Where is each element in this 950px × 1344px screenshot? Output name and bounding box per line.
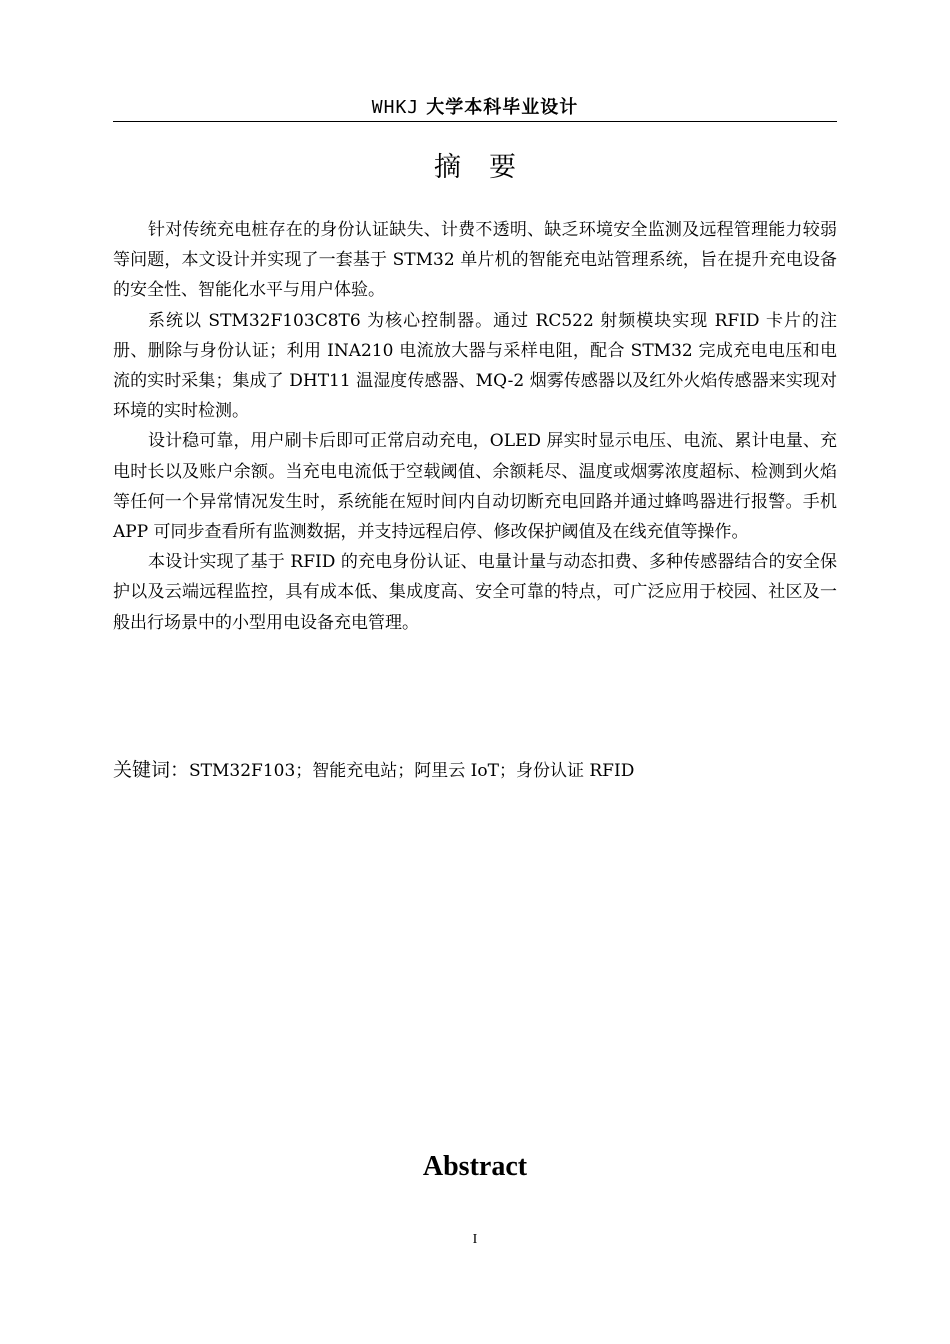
abstract-heading: Abstract <box>422 1151 528 1182</box>
keywords-value: STM32F103；智能充电站；阿里云 IoT；身份认证 RFID <box>189 761 635 781</box>
paragraph-4: 本设计实现了基于 RFID 的充电身份认证、电量计量与动态扣费、多种传感器结合的安全保护以及云端远程监控，具有成本低、集成度高、安全可靠的特点，可广泛应用于校园、社区及一般出行场景中的小型用电设备充电管理。 <box>113 552 837 633</box>
keywords-label: 关键词： <box>113 759 190 781</box>
abstract-body <box>113 215 837 638</box>
header-school: WHKJ <box>371 97 420 118</box>
page-title: 摘要 <box>434 152 544 183</box>
paragraph-1: 针对传统充电桩存在的身份认证缺失、计费不透明、缺乏环境安全监测及远程管理能力较弱等问题，本文设计并实现了一套基于 STM32 单片机的智能充电站管理系统，旨在提升充电设备的安全性、智能化水平与用户体验。 <box>113 220 837 301</box>
header-suffix: 大学本科毕业设计 <box>426 97 579 118</box>
header-rule <box>113 121 837 122</box>
page-number: I <box>472 1232 478 1247</box>
paragraph-2: 系统以 STM32F103C8T6 为核心控制器。通过 RC522 射频模块实现 RFID 卡片的注册、删除与身份认证；利用 INA210 电流放大器与采样电阻，配合 STM32 完成充电电压和电流的实时采集；集成了 DHT11 温湿度传感器、MQ-2 烟雾传感器以及红外火焰传感器来实现对环境的实时检测。 <box>113 310 837 422</box>
keywords-line <box>113 755 837 786</box>
paragraph-3: 设计稳可靠，用户刷卡后即可正常启动充电，OLED 屏实时显示电压、电流、累计电量、充电时长以及账户余额。当充电电流低于空载阈值、余额耗尽、温度或烟雾浓度超标、检测到火焰等任何一个异常情况发生时，系统能在短时间内自动切断充电回路并通过蜂鸣器进行报警。手机 APP 可同步查看所有监测数据，并支持远程启停、修改保护阈值及在线充值等操作。 <box>113 431 837 543</box>
running-header <box>113 94 837 120</box>
